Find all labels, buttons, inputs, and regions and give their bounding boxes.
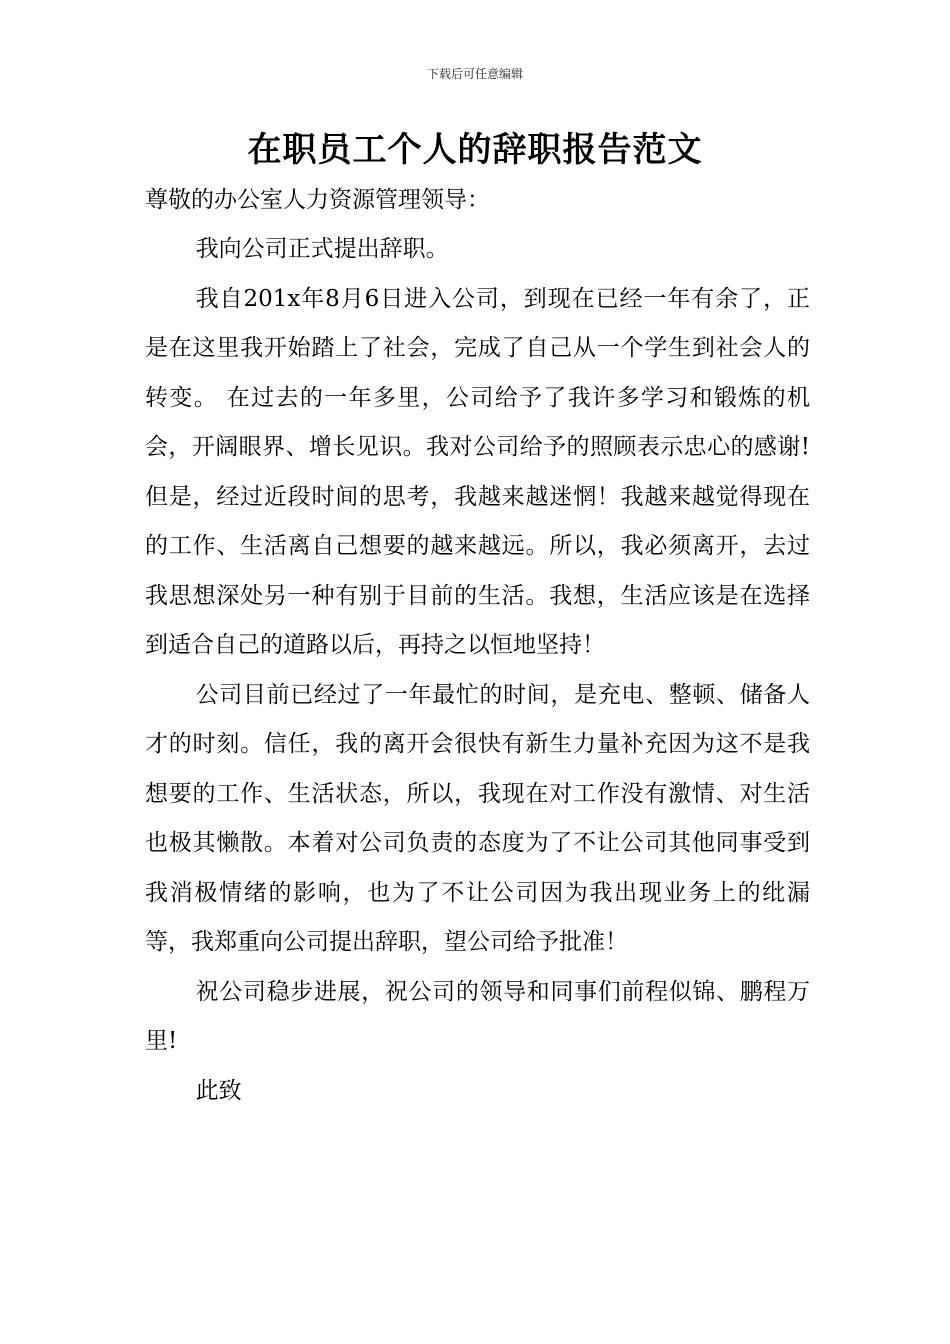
paragraph-reasons: 公司目前已经过了一年最忙的时间，是充电、整顿、储备人才的时刻。信任，我的离开会很快有新生力量补充因为这不是我想要的工作、生活状态，所以，我现在对工作没有激情、对生活也极其懒散。本着对公司负责的态度为了不让公司其他同事受到我消极情绪的影响，也为了不让公司因为我出现业务上的纰漏等，我郑重向公司提出辞职，望公司给予批准！ — [145, 681, 810, 955]
header-note: 下载后可任意编辑 — [426, 67, 523, 81]
paragraph-resignation-statement: 我向公司正式提出辞职。 — [195, 236, 449, 262]
paragraph-wishes: 祝公司稳步进展，祝公司的领导和同事们前程似锦、鹏程万里! — [145, 978, 810, 1054]
letter-body — [145, 225, 810, 1116]
salutation: 尊敬的办公室人力资源管理领导： — [145, 187, 490, 213]
paragraph-background: 我自201x年8月6日进入公司，到现在已经一年有余了，正是在这里我开始踏上了社会，完成了自己从一个学生到社会人的转变。 在过去的一年多里，公司给予了我许多学习和锻炼的机会，开阔眼界、增长见识。我对公司给予的照顾表示忠心的感谢!但是，经过近段时间的思考，我越来越迷惘！我越来越觉得现在的工作、生活离自己想要的越来越远。所以，我必须离开，去过我思想深处另一种有别于目前的生活。我想，生活应该是在选择到适合自己的道路以后，再持之以恒地坚持！ — [145, 285, 810, 658]
closing-line: 此致 — [195, 1077, 242, 1104]
document-title: 在职员工个人的辞职报告范文 — [247, 130, 703, 170]
